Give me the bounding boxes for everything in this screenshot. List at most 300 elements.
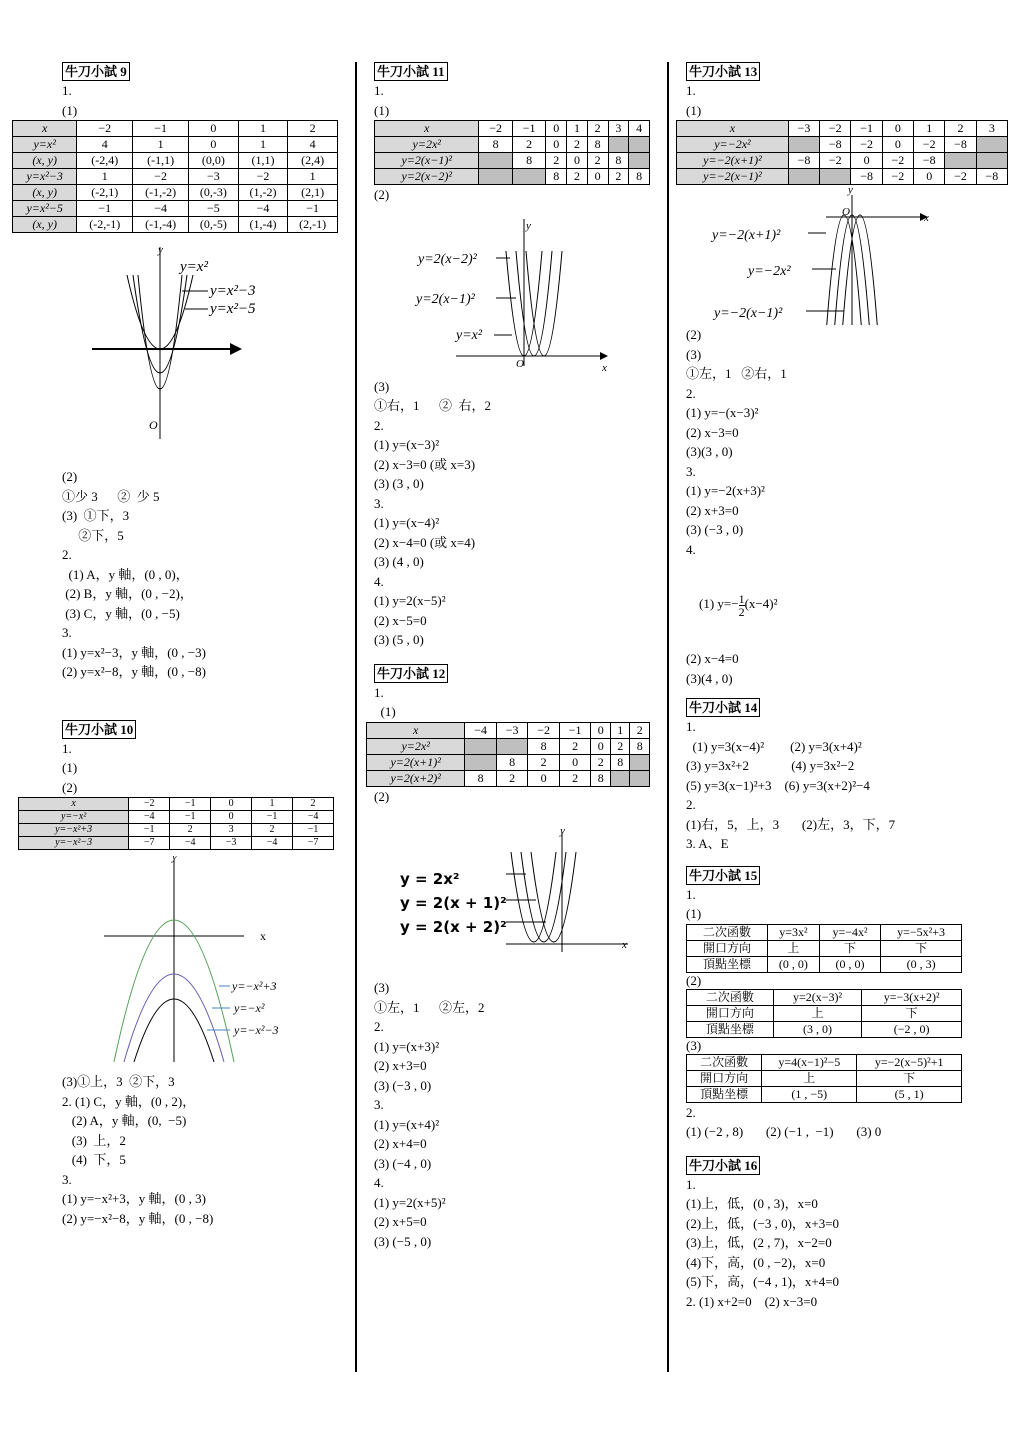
table-cell: −8 xyxy=(976,169,1007,185)
text-line: (3) xyxy=(686,1037,702,1053)
table-cell: 0 xyxy=(559,754,591,770)
table-cell: 2 xyxy=(170,824,211,837)
table-cell: 8 xyxy=(629,169,650,185)
table-cell: −2 xyxy=(820,153,851,169)
text-line: 1. xyxy=(686,886,696,902)
section-title: 牛刀小試 16 xyxy=(686,1156,760,1175)
table-cell: 2 xyxy=(608,169,629,185)
table-cell: 1 xyxy=(77,169,133,185)
text-line: 2. xyxy=(686,1104,696,1120)
table-cell: −7 xyxy=(129,837,170,850)
table-cell: x xyxy=(13,121,77,137)
table-row xyxy=(367,770,650,786)
text-line: (2) B，y 軸，(0 , −2)， xyxy=(62,586,193,601)
text-line: 3. xyxy=(686,463,696,479)
table-cell: 4 xyxy=(77,137,133,153)
table-cell: (1,1) xyxy=(238,153,288,169)
text-line: ①左，1 ②左，2 xyxy=(374,999,485,1015)
table-cell xyxy=(610,770,630,786)
table-cell: 0 xyxy=(591,722,611,738)
table-cell: (-1,-2) xyxy=(133,185,189,201)
table-15-1 xyxy=(686,924,962,973)
text-line: (1) y=(x−3)² xyxy=(374,437,440,452)
table-cell: 8 xyxy=(610,754,630,770)
table-cell: 2 xyxy=(528,754,560,770)
table-cell: x xyxy=(19,798,129,811)
table-cell: −8 xyxy=(788,153,819,169)
table-row xyxy=(687,924,962,940)
table-cell: y=−2(x−5)²+1 xyxy=(857,1054,962,1070)
text-line: (1)上，低，(0 , 3)，x=0 xyxy=(686,1196,818,1211)
text-line: 2. xyxy=(686,385,696,401)
text-line: (3)①上，3 ②下，3 xyxy=(62,1074,175,1089)
table-cell: 2 xyxy=(630,722,650,738)
table-cell: 0 xyxy=(546,137,567,153)
text-line: (1) xyxy=(686,102,702,118)
table-cell: −8 xyxy=(820,137,851,153)
table-cell: (-2,4) xyxy=(77,153,133,169)
svg-text:y = 2(x + 1)²: y = 2(x + 1)² xyxy=(400,894,507,912)
answers-12 xyxy=(366,978,652,1251)
table-10 xyxy=(18,797,334,850)
table-cell: −5 xyxy=(189,201,239,217)
table-cell: −2 xyxy=(820,121,851,137)
table-cell: (2,-1) xyxy=(288,217,338,233)
text-line: (2) xyxy=(686,972,702,988)
text-line: 2. xyxy=(686,797,696,812)
table-cell: −3 xyxy=(189,169,239,185)
column-divider xyxy=(355,62,357,1372)
column-1 xyxy=(12,62,340,1228)
table-row xyxy=(677,137,1008,153)
table-cell: −7 xyxy=(293,837,334,850)
table-cell: 開口方向 xyxy=(687,1005,774,1021)
text-line: (1) y=−x²+3，y 軸，(0 , 3) xyxy=(62,1191,206,1206)
text-line: (1) xyxy=(374,704,396,719)
table-cell: y=2(x+1)² xyxy=(367,754,465,770)
table-cell xyxy=(630,754,650,770)
table-cell: −4 xyxy=(133,201,189,217)
svg-text:y=2(x−1)²: y=2(x−1)² xyxy=(416,291,475,307)
table-cell: 8 xyxy=(512,153,545,169)
table-row xyxy=(13,217,338,233)
table-row xyxy=(13,153,338,169)
table-cell: 1 xyxy=(610,722,630,738)
table-cell: 0 xyxy=(546,121,567,137)
section-title: 牛刀小試 11 xyxy=(374,62,448,81)
table-cell: y=−2(x+1)² xyxy=(677,153,789,169)
text-line: (1) y=x²−3，y 軸，(0 , −3) xyxy=(62,644,206,660)
table-13 xyxy=(676,120,1008,185)
table-row xyxy=(13,185,338,201)
table-cell: y=−2x² xyxy=(677,137,789,153)
table-cell: (x, y) xyxy=(13,217,77,233)
table-cell: 2 xyxy=(610,738,630,754)
table-cell: 1 xyxy=(914,121,945,137)
table-cell: 1 xyxy=(567,121,588,137)
table-cell: −1 xyxy=(851,121,882,137)
text-line: (1) y=2(x+5)² xyxy=(374,1194,446,1210)
table-row xyxy=(19,798,334,811)
text-line: (2) xyxy=(62,469,78,484)
text-line: 3. xyxy=(374,495,384,511)
text-line: (2) xyxy=(374,788,390,804)
table-cell: 4 xyxy=(629,121,650,137)
table-cell: (2,1) xyxy=(288,185,338,201)
table-cell xyxy=(788,169,819,185)
table-cell: 2 xyxy=(587,121,608,137)
table-cell: 3 xyxy=(608,121,629,137)
svg-text:y: y xyxy=(560,825,565,837)
text-line: (1) y=(x+4)² xyxy=(374,1116,440,1132)
table-cell: 0 xyxy=(189,121,239,137)
table-11 xyxy=(374,120,650,185)
svg-text:x: x xyxy=(622,939,627,951)
table-cell xyxy=(608,137,629,153)
svg-text:y=−2(x−1)²: y=−2(x−1)² xyxy=(714,306,783,321)
table-cell: y=−4x² xyxy=(819,924,880,940)
table-cell: (1,-4) xyxy=(238,217,288,233)
table-cell: 二次函數 xyxy=(687,924,768,940)
table-cell: 2 xyxy=(559,738,591,754)
text-line: ①左，1 ②右，1 xyxy=(686,366,787,381)
svg-text:y=−x²−3: y=−x²−3 xyxy=(234,1023,279,1037)
text-line: (5)下，高，(−4 , 1)，x+4=0 xyxy=(686,1274,840,1289)
table-cell: 1 xyxy=(133,137,189,153)
table-cell: −1 xyxy=(288,201,338,217)
table-cell: 下 xyxy=(862,1005,962,1021)
table-cell: −2 xyxy=(528,722,560,738)
table-cell: x xyxy=(677,121,789,137)
table-cell: y=x² xyxy=(13,137,77,153)
table-cell: 0 xyxy=(587,169,608,185)
table-cell xyxy=(976,153,1007,169)
text-line: (5) y=3(x−1)²+3 (6) y=3(x+2)²−4 xyxy=(686,777,870,793)
table-cell: −4 xyxy=(252,837,293,850)
table-cell: y=−x²−3 xyxy=(19,837,129,850)
table-cell: −8 xyxy=(851,169,882,185)
table-cell: 上 xyxy=(767,940,819,956)
table-cell xyxy=(479,169,512,185)
section-title: 牛刀小試 10 xyxy=(62,720,136,739)
text-line: (3)上，低，(2 , 7)，x−2=0 xyxy=(686,1235,832,1250)
table-cell: 0 xyxy=(211,798,252,811)
text-line: (1) y=(x+3)² xyxy=(374,1038,440,1054)
text-line: (1) A，y 軸，(0 , 0)， xyxy=(62,566,189,582)
text-line: (2) x+3=0 xyxy=(374,1058,427,1073)
table-cell: 3 xyxy=(211,824,252,837)
table-cell: 8 xyxy=(496,754,528,770)
text-line: (2) y=−x²−8，y 軸，(0 , −8) xyxy=(62,1210,214,1226)
answers-10b xyxy=(12,1072,340,1228)
table-row xyxy=(687,1021,962,1037)
text-line: ①少 3 ② 少 5 xyxy=(62,488,160,504)
table-15-3 xyxy=(686,1054,962,1103)
text-line: (2) y=x²−8，y 軸，(0 , −8) xyxy=(62,664,206,679)
section-title: 牛刀小試 12 xyxy=(374,664,448,683)
text-block xyxy=(366,81,652,120)
text-line: (3)(3 , 0) xyxy=(686,444,733,459)
text-line: 3. xyxy=(62,625,72,640)
table-cell: 2 xyxy=(567,169,588,185)
table-cell: 2 xyxy=(587,153,608,169)
table-cell: 3 xyxy=(976,121,1007,137)
text-line: (1) y=(x−4)² xyxy=(374,515,440,530)
table-cell: 1 xyxy=(238,137,288,153)
text-line: (1) y=3(x−4)² (2) y=3(x+4)² xyxy=(686,738,862,754)
table-row xyxy=(375,121,650,137)
table-cell: x xyxy=(375,121,479,137)
table-cell xyxy=(496,738,528,754)
table-cell: −1 xyxy=(252,811,293,824)
text-line: (3) (3 , 0) xyxy=(374,476,424,491)
text-line: (1) xyxy=(686,906,702,921)
graph-13 xyxy=(676,185,1010,325)
text-line: (1)右，5，上，3 (2)左，3，下，7 xyxy=(686,816,896,832)
table-cell: 2 xyxy=(512,137,545,153)
text-line: 3. xyxy=(374,1097,384,1112)
svg-text:y=x²: y=x² xyxy=(456,327,483,343)
table-cell: −4 xyxy=(465,722,497,738)
table-cell: y=4(x−1)²−5 xyxy=(762,1054,857,1070)
graph-11 xyxy=(366,211,652,371)
table-row xyxy=(19,837,334,850)
table-cell: 2 xyxy=(591,754,611,770)
text-line: 2. (1) x+2=0 (2) x−3=0 xyxy=(686,1293,818,1309)
svg-text:y=2(x−2)²: y=2(x−2)² xyxy=(418,251,477,267)
table-cell: 開口方向 xyxy=(687,1070,762,1086)
table-cell: y=−x² xyxy=(19,811,129,824)
table-cell: (x, y) xyxy=(13,185,77,201)
text-line: 1. xyxy=(686,1176,696,1192)
text-line: (3) y=3x²+2 (4) y=3x²−2 xyxy=(686,758,855,773)
table-cell: 2 xyxy=(945,121,976,137)
text-block xyxy=(366,683,652,722)
graph-12 xyxy=(366,812,652,972)
table-cell: (2,4) xyxy=(288,153,338,169)
text-line: (3) (5 , 0) xyxy=(374,632,424,647)
answers-14 xyxy=(676,717,1010,854)
text-line: ②下，5 xyxy=(62,527,124,543)
svg-text:x: x xyxy=(602,361,607,371)
table-cell: (1,-2) xyxy=(238,185,288,201)
table-row xyxy=(677,153,1008,169)
table-cell: −4 xyxy=(238,201,288,217)
table-cell: −3 xyxy=(496,722,528,738)
text-line: (3) (−3 , 0) xyxy=(374,1077,432,1093)
table-cell xyxy=(788,137,819,153)
table-cell: 2 xyxy=(496,770,528,786)
table-cell: (0,0) xyxy=(189,153,239,169)
column-divider xyxy=(667,62,669,1372)
table-row xyxy=(13,137,338,153)
table-cell: (-2,1) xyxy=(77,185,133,201)
text-line: (1) y=−(x−3)² xyxy=(686,405,759,420)
column-3 xyxy=(676,62,1010,1311)
svg-text:O: O xyxy=(149,418,158,432)
text-line: 3. xyxy=(62,1171,72,1187)
text-line: (3)(4 , 0) xyxy=(686,670,733,686)
text-line: (1) xyxy=(62,102,78,118)
table-cell: y=2x² xyxy=(375,137,479,153)
text-line: (3) xyxy=(374,378,390,394)
table-cell xyxy=(629,153,650,169)
table-row xyxy=(687,940,962,956)
table-cell: −4 xyxy=(129,811,170,824)
text-line: (1) xyxy=(62,760,78,775)
text-line: 1. xyxy=(686,83,696,98)
table-cell: (0,-5) xyxy=(189,217,239,233)
text-line: (3) (4 , 0) xyxy=(374,554,424,569)
text-line: 4. xyxy=(374,573,384,589)
svg-text:y=x²: y=x² xyxy=(180,259,208,275)
section-title: 牛刀小試 13 xyxy=(686,62,760,81)
table-cell: (1 , −5) xyxy=(762,1086,857,1102)
table-cell: y=3x² xyxy=(767,924,819,940)
table-9 xyxy=(12,120,338,233)
table-row xyxy=(687,1070,962,1086)
table-cell: 8 xyxy=(608,153,629,169)
table-cell: 8 xyxy=(528,738,560,754)
table-cell: y=x²−3 xyxy=(13,169,77,185)
table-cell: 0 xyxy=(591,738,611,754)
table-cell: 頂點坐標 xyxy=(687,1086,762,1102)
table-cell: 頂點坐標 xyxy=(687,956,768,972)
text-line: 3. A、E xyxy=(686,836,729,851)
table-cell: −3 xyxy=(788,121,819,137)
text-line: 2. (1) C，y 軸，(0 , 2)， xyxy=(62,1093,196,1109)
text-line: (2) xyxy=(686,327,702,342)
answers-13b xyxy=(676,649,1010,688)
table-cell: −2 xyxy=(77,121,133,137)
table-cell: −4 xyxy=(293,811,334,824)
table-cell: x xyxy=(367,722,465,738)
section-title: 牛刀小試 9 xyxy=(62,62,130,81)
svg-text:y=−x²: y=−x² xyxy=(234,1001,265,1015)
table-row xyxy=(19,811,334,824)
table-cell: −2 xyxy=(882,153,913,169)
text-line: (3) ①下，3 xyxy=(62,508,130,523)
table-cell: 0 xyxy=(882,121,913,137)
table-row xyxy=(13,121,338,137)
table-cell: −1 xyxy=(129,824,170,837)
table-cell: 開口方向 xyxy=(687,940,768,956)
text-line: (3) (−3 , 0) xyxy=(686,522,744,537)
table-cell: y=2(x−1)² xyxy=(375,153,479,169)
table-cell: −1 xyxy=(293,824,334,837)
text-line: (2) xyxy=(374,187,390,202)
text-line: (2) xyxy=(62,779,78,795)
svg-text:y: y xyxy=(848,185,853,196)
table-row xyxy=(677,169,1008,185)
table-cell: 下 xyxy=(819,940,880,956)
table-cell: 下 xyxy=(857,1070,962,1086)
text-line: (3) xyxy=(374,980,390,995)
table-cell: −3 xyxy=(211,837,252,850)
table-cell: −1 xyxy=(170,811,211,824)
table-row xyxy=(375,153,650,169)
svg-text:y=−x²+3: y=−x²+3 xyxy=(232,979,277,993)
table-cell: 上 xyxy=(773,1005,862,1021)
table-cell xyxy=(630,770,650,786)
table-cell: 8 xyxy=(546,169,567,185)
table-cell xyxy=(945,153,976,169)
table-cell: 2 xyxy=(567,137,588,153)
table-cell: (0 , 3) xyxy=(881,956,962,972)
table-row xyxy=(687,1086,962,1102)
svg-text:y = 2(x + 2)²: y = 2(x + 2)² xyxy=(400,918,507,936)
table-cell: y=2(x−2)² xyxy=(375,169,479,185)
graph-9 xyxy=(12,239,340,461)
table-cell: (0 , 0) xyxy=(819,956,880,972)
text-line: (3) C，y 軸，(0 , −5) xyxy=(62,605,180,621)
table-cell: −2 xyxy=(238,169,288,185)
table-row xyxy=(13,169,338,185)
table-cell: (-1,-4) xyxy=(133,217,189,233)
text-line: (4)下，高，(0 , −2)，x=0 xyxy=(686,1254,826,1270)
text-block xyxy=(676,81,1010,120)
text-line: (2) x−3=0 xyxy=(686,424,739,440)
table-cell: 2 xyxy=(546,153,567,169)
table-cell: −1 xyxy=(133,121,189,137)
table-cell: 0 xyxy=(189,137,239,153)
text-line: 2. xyxy=(374,417,384,433)
table-12 xyxy=(366,722,650,787)
text-line: (3) (−5 , 0) xyxy=(374,1233,432,1249)
table-cell xyxy=(479,153,512,169)
svg-text:y = 2x²: y = 2x² xyxy=(400,870,460,888)
answers-16 xyxy=(676,1175,1010,1312)
text-line: (2) x−4=0 xyxy=(686,651,739,666)
svg-text:x: x xyxy=(260,929,266,943)
table-cell: 2 xyxy=(293,798,334,811)
text-line: 1. xyxy=(374,684,384,700)
table-cell: 1 xyxy=(288,169,338,185)
svg-text:y=−2(x+1)²: y=−2(x+1)² xyxy=(712,228,781,243)
svg-text:y=x²−5: y=x²−5 xyxy=(210,301,256,317)
text-line: (2) x−4=0 (或 x=4) xyxy=(374,534,476,550)
svg-text:y: y xyxy=(158,244,163,256)
table-row xyxy=(367,738,650,754)
table-cell: y=−5x²+3 xyxy=(881,924,962,940)
text-line: (2) x−3=0 (或 x=3) xyxy=(374,456,476,472)
table-cell: 8 xyxy=(587,137,608,153)
table-cell: −2 xyxy=(129,798,170,811)
text-line: (3) (−4 , 0) xyxy=(374,1155,432,1171)
text-line: (2) x+3=0 xyxy=(686,502,739,518)
answers-13 xyxy=(676,325,1010,559)
text-line: (2)上，低，(−3 , 0)，x+3=0 xyxy=(686,1215,840,1231)
text-line: (1) xyxy=(374,102,390,118)
text-line: (1) y=2(x−5)² xyxy=(374,593,446,608)
answers-9 xyxy=(12,467,340,682)
svg-text:O: O xyxy=(842,206,850,218)
text-line: 4. xyxy=(686,541,696,557)
table-row xyxy=(375,137,650,153)
table-cell: y=−x²+3 xyxy=(19,824,129,837)
answers-11 xyxy=(366,377,652,650)
table-cell: −1 xyxy=(559,722,591,738)
table-cell: (-2,-1) xyxy=(77,217,133,233)
text-line: (2) x+4=0 xyxy=(374,1136,427,1151)
table-cell: (5 , 1) xyxy=(857,1086,962,1102)
table-cell: −1 xyxy=(512,121,545,137)
text-line: 1. xyxy=(62,83,72,98)
table-cell: y=−3(x+2)² xyxy=(862,989,962,1005)
table-cell: −8 xyxy=(914,153,945,169)
table-cell: 8 xyxy=(479,137,512,153)
table-cell: (3 , 0) xyxy=(773,1021,862,1037)
